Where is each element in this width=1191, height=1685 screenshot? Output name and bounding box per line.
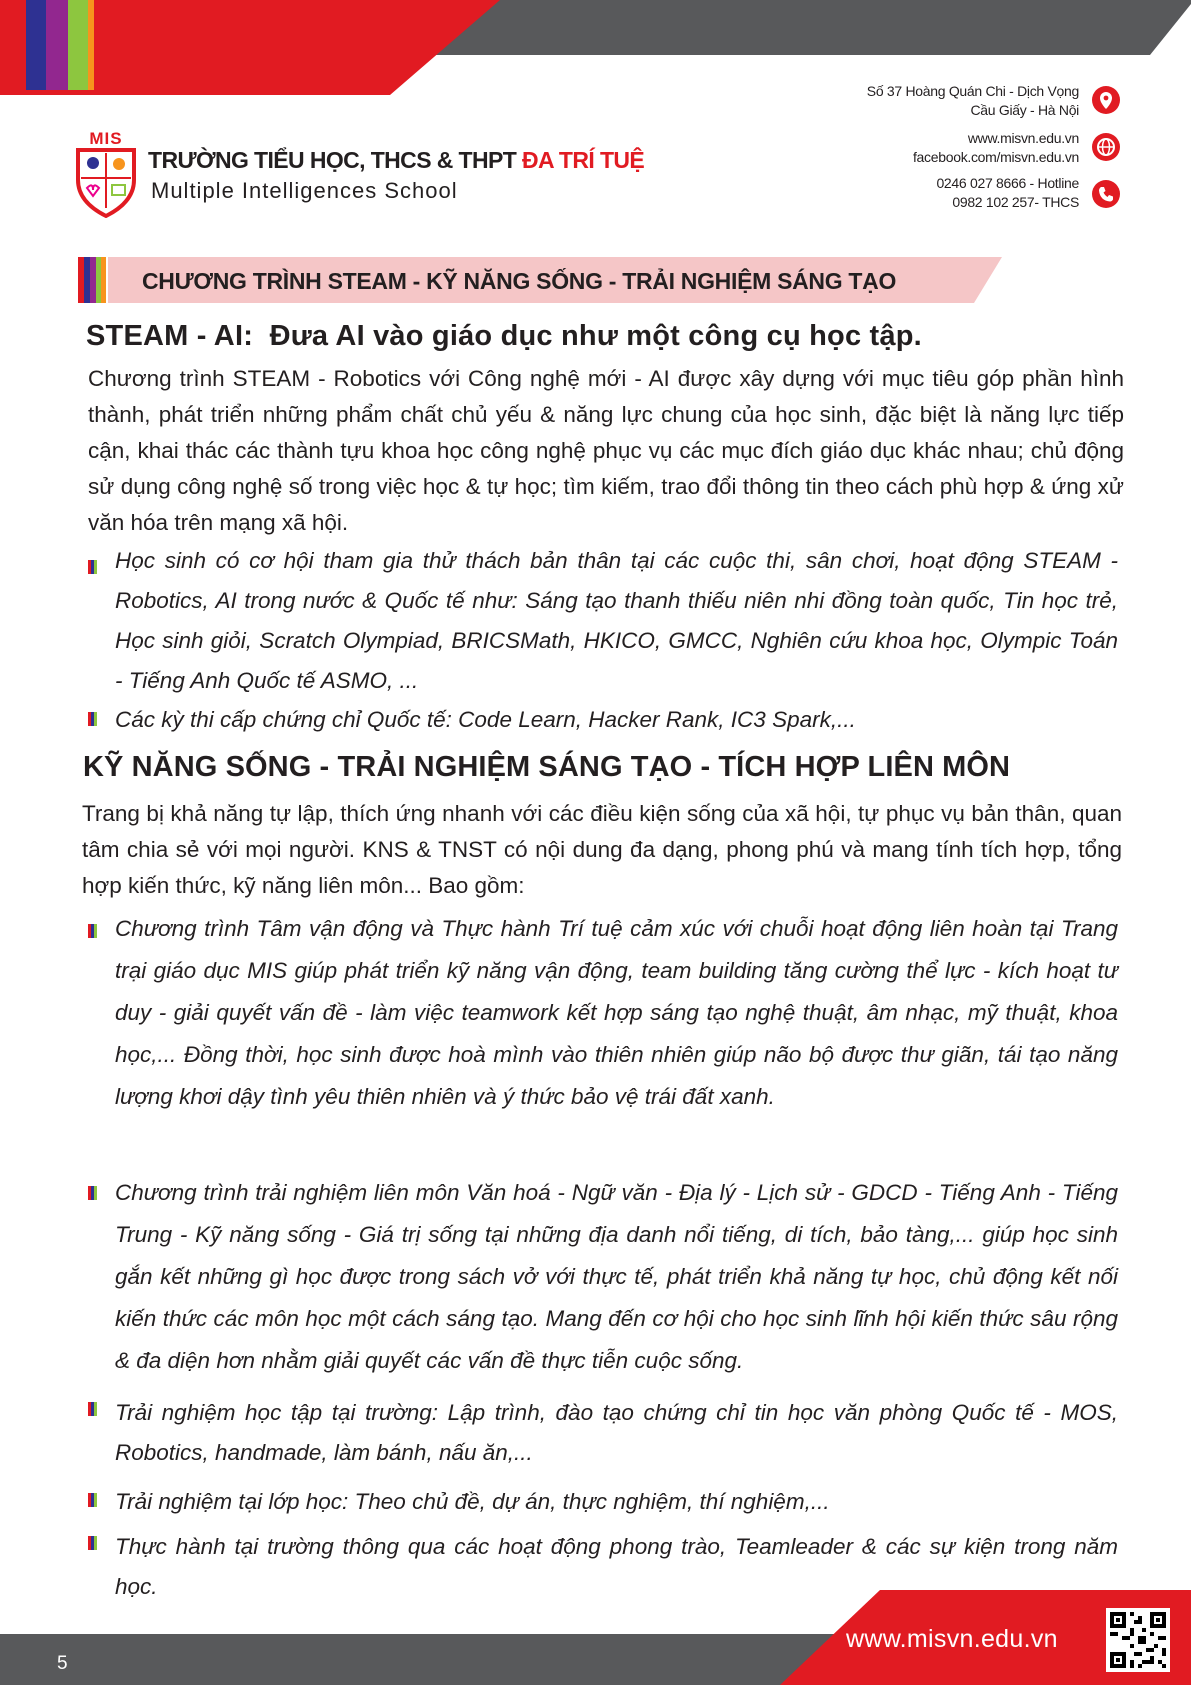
qr-code xyxy=(1106,1608,1170,1672)
kns-bullet-1: Chương trình Tâm vận động và Thực hành Trí tuệ cảm xúc với chuỗi hoạt động liên hoàn tại Trang trại giáo dục MIS giúp phát triển kỹ năng vận động, team building tăng cường thể lực - kích hoạt tư duy - giải quyết vấn đề - làm việc teamwork kết hợp sáng tạo nghệ thuật, âm nhạc, mỹ thuật, khoa học,... Đồng thời, học sinh được hoà mình vào thiên nhiên giúp não bộ được thư giãn, tái tạo năng lượng khơi dậy tình yêu thiên nhiên và ý thức bảo vệ trái đất xanh. xyxy=(115,916,1118,1109)
address-line-2: Cầu Giấy - Hà Nội xyxy=(970,102,1079,118)
school-logo xyxy=(74,128,138,218)
bullet-icon xyxy=(88,1186,97,1200)
logo-text: MIS xyxy=(89,129,123,148)
kns-intro: Trang bị khả năng tự lập, thích ứng nhanh với các điều kiện sống của xã hội, tự phục vụ bản thân, quan tâm chia sẻ với mọi người. KNS & TNST có nội dung đa dạng, phong phú và mang tính tích hợp, tổng hợp kiến thức, kỹ năng liên môn... Bao gồm: xyxy=(82,801,1122,898)
bullet-icon xyxy=(88,924,97,938)
school-name-highlight: ĐA TRÍ TUỆ xyxy=(521,147,645,173)
steam-bullet-2: Các kỳ thi cấp chứng chỉ Quốc tế: Code Learn, Hacker Rank, IC3 Spark,... xyxy=(115,707,856,732)
facebook-link[interactable]: facebook.com/misvn.edu.vn xyxy=(912,149,1079,165)
bullet-icon xyxy=(88,712,97,726)
bullet-icon xyxy=(88,1536,97,1550)
address-line-1: Số 37 Hoàng Quán Chi - Dịch Vọng xyxy=(866,83,1079,99)
kns-heading: KỸ NĂNG SỐNG - TRẢI NGHIỆM SÁNG TẠO - TÍCH HỢP LIÊN MÔN xyxy=(83,751,1011,783)
address xyxy=(867,82,1079,120)
steam-bullet-1: Học sinh có cơ hội tham gia thử thách bản thân tại các cuộc thi, sân chơi, hoạt động STEAM - Robotics, AI trong nước & Quốc tế như: Sáng tạo thanh thiếu niên nhi đồng toàn quốc, Tin học trẻ, Học sinh giỏi, Scratch Olympiad, BRICSMath, HKICO, GMCC, Nghiên cứu khoa học, Olympic Toán - Tiếng Anh Quốc tế ASMO, ... xyxy=(115,548,1118,693)
header-decoration xyxy=(0,0,1191,95)
page-number: 5 xyxy=(57,1653,68,1674)
school-name: TRƯỜNG TIỂU HỌC, THCS & THPT ĐA TRÍ TUỆ xyxy=(148,147,645,173)
bullet-icon xyxy=(88,1402,97,1416)
footer-website-link[interactable]: www.misvn.edu.vn xyxy=(846,1625,1058,1653)
section-banner-title: CHƯƠNG TRÌNH STEAM - KỸ NĂNG SỐNG - TRẢI NGHIỆM SÁNG TẠO xyxy=(142,268,897,294)
kns-bullet-2: Chương trình trải nghiệm liên môn Văn hoá - Ngữ văn - Địa lý - Lịch sử - GDCD - Tiếng Anh - Tiếng Trung - Kỹ năng sống - Giá trị sống tại những địa danh nổi tiếng, di tích, bảo tàng,... giúp học sinh gắn kết những gì học được trong sách vở với thực tế, phát triển khả năng tự học, chủ động kết nối kiến thức các môn học một cách sáng tạo. Mang đến cơ hội cho học sinh lĩnh hội kiến thức sâu rộng & đa diện hơn nhằm giải quyết các vấn đề thực tiễn cuộc sống. xyxy=(115,1180,1118,1373)
web-contacts xyxy=(913,129,1079,167)
phone-contacts xyxy=(936,174,1079,212)
hotline: 0246 027 8666 - Hotline xyxy=(936,175,1079,191)
bullet-icon xyxy=(88,1493,97,1507)
kns-bullet-5: Thực hành tại trường thông qua các hoạt động phong trào, Teamleader & các sự kiện trong năm học. xyxy=(115,1534,1118,1599)
header-website-link[interactable]: www.misvn.edu.vn xyxy=(967,130,1079,146)
phone-icon xyxy=(1092,180,1120,208)
kns-bullet-3: Trải nghiệm học tập tại trường: Lập trình, đào tạo chứng chỉ tin học văn phòng Quốc tế - MOS, Robotics, handmade, làm bánh, nấu ăn,... xyxy=(115,1400,1118,1465)
school-name-english: Multiple Intelligences School xyxy=(151,178,458,203)
location-pin-icon xyxy=(1092,86,1120,114)
kns-bullet-4: Trải nghiệm tại lớp học: Theo chủ đề, dự án, thực nghiệm, thí nghiệm,... xyxy=(115,1489,830,1514)
globe-icon xyxy=(1092,133,1120,161)
steam-intro: Chương trình STEAM - Robotics với Công nghệ mới - AI được xây dựng với mục tiêu góp phần hình thành, phát triển những phẩm chất chủ yếu & năng lực chung của học sinh, đặc biệt là năng lực tiếp cận, khai thác các thành tựu khoa học công nghệ phục vụ các mục đích giáo dục khác nhau; chủ động sử dụng công nghệ số trong việc học & tự học; tìm kiếm, trao đổi thông tin theo cách phù hợp & ứng xử văn hóa trên mạng xã hội. xyxy=(88,366,1124,535)
steam-heading: STEAM - AI: Đưa AI vào giáo dục như một công cụ học tập. xyxy=(86,320,922,352)
phone-thcs: 0982 102 257- THCS xyxy=(952,194,1079,210)
bullet-icon xyxy=(88,560,97,574)
